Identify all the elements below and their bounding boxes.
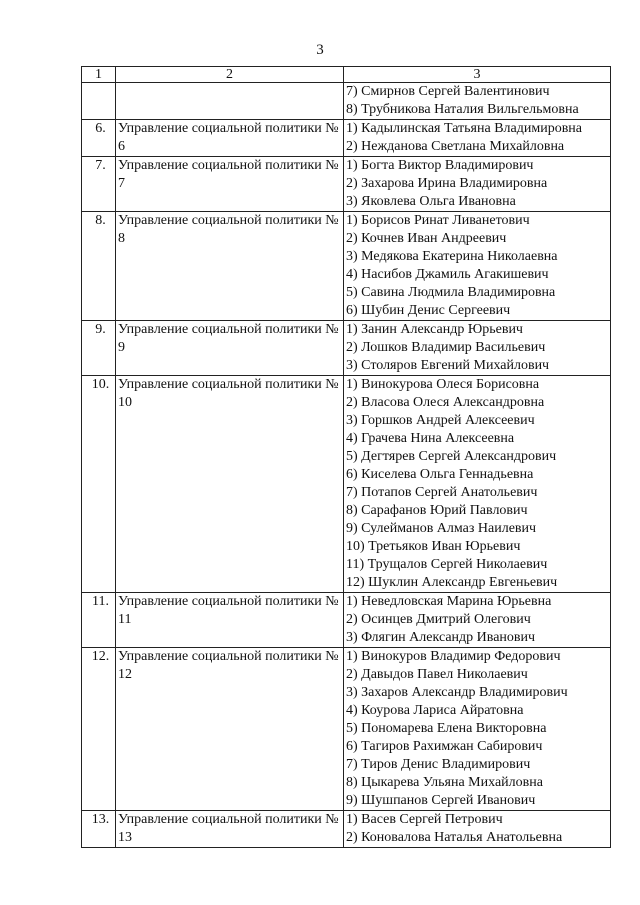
table-row-continuation	[82, 83, 611, 120]
member-line: 8) Цыкарева Ульяна Михайловна	[346, 775, 543, 790]
member-line: 3) Яковлева Ольга Ивановна	[346, 194, 516, 209]
department-cell: Управление социальной политики № 11	[116, 593, 344, 648]
row-number-cell: 6.	[82, 120, 116, 157]
member-line: 3) Горшков Андрей Алексеевич	[346, 413, 535, 428]
member-line: 2) Власова Олеся Александровна	[346, 395, 545, 410]
department-cell: Управление социальной политики № 12	[116, 648, 344, 811]
header-col-3: 3	[344, 67, 611, 83]
table-row	[82, 376, 611, 593]
members-cell	[344, 212, 611, 321]
member-line: 3) Медякова Екатерина Николаевна	[346, 249, 558, 264]
members-cell	[344, 83, 611, 120]
member-line: 3) Флягин Александр Иванович	[346, 630, 536, 645]
row-number-cell: 7.	[82, 157, 116, 212]
member-line: 3) Столяров Евгений Михайлович	[346, 358, 550, 373]
member-line: 2) Осинцев Дмитрий Олегович	[346, 612, 531, 627]
commission-table	[81, 66, 611, 848]
member-line: 4) Грачева Нина Алексеевна	[346, 431, 515, 446]
department-cell: Управление социальной политики № 6	[116, 120, 344, 157]
table-row	[82, 811, 611, 848]
member-line: 6) Киселева Ольга Геннадьевна	[346, 467, 534, 482]
members-cell	[344, 376, 611, 593]
table-row	[82, 593, 611, 648]
member-line: 8) Сарафанов Юрий Павлович	[346, 503, 528, 518]
header-col-1: 1	[82, 67, 116, 83]
department-cell: Управление социальной политики № 9	[116, 321, 344, 376]
member-line: 1) Васев Сергей Петрович	[346, 812, 503, 827]
table-body	[82, 67, 611, 848]
page-number: 3	[316, 42, 324, 58]
member-line: 1) Винокуров Владимир Федорович	[346, 649, 561, 664]
header-col-2: 2	[116, 67, 344, 83]
member-line: 2) Коновалова Наталья Анатольевна	[346, 830, 563, 845]
member-line: 2) Кочнев Иван Андреевич	[346, 231, 507, 246]
member-line: 1) Неведловская Марина Юрьевна	[346, 594, 552, 609]
member-line: 5) Дегтярев Сергей Александрович	[346, 449, 557, 464]
member-line: 2) Нежданова Светлана Михайловна	[346, 139, 565, 154]
member-line: 3) Захаров Александр Владимирович	[346, 685, 568, 700]
members-cell	[344, 321, 611, 376]
table-row	[82, 212, 611, 321]
row-number-cell	[82, 83, 116, 120]
department-cell: Управление социальной политики № 13	[116, 811, 344, 848]
members-cell	[344, 648, 611, 811]
member-line: 11) Трущалов Сергей Николаевич	[346, 557, 548, 572]
row-number-cell: 9.	[82, 321, 116, 376]
member-line: 10) Третьяков Иван Юрьевич	[346, 539, 521, 554]
member-line: 4) Коурова Лариса Айратовна	[346, 703, 524, 718]
member-line: 8) Трубникова Наталия Вильгельмовна	[346, 102, 579, 117]
member-line: 12) Шуклин Александр Евгеньевич	[346, 575, 558, 590]
table-row	[82, 321, 611, 376]
member-line: 1) Винокурова Олеся Борисовна	[346, 377, 540, 392]
table-row	[82, 157, 611, 212]
members-cell	[344, 157, 611, 212]
member-line: 1) Кадылинская Татьяна Владимировна	[346, 121, 583, 136]
member-line: 5) Пономарева Елена Викторовна	[346, 721, 547, 736]
row-number-cell: 10.	[82, 376, 116, 593]
department-cell	[116, 83, 344, 120]
member-line: 1) Занин Александр Юрьевич	[346, 322, 523, 337]
member-line: 9) Шушпанов Сергей Иванович	[346, 793, 536, 808]
row-number-cell: 11.	[82, 593, 116, 648]
row-number-cell: 13.	[82, 811, 116, 848]
member-line: 2) Давыдов Павел Николаевич	[346, 667, 528, 682]
member-line: 1) Борисов Ринат Ливанетович	[346, 213, 530, 228]
table-header-row	[82, 67, 611, 83]
member-line: 1) Богта Виктор Владимирович	[346, 158, 534, 173]
member-line: 7) Потапов Сергей Анатольевич	[346, 485, 538, 500]
member-line: 7) Тиров Денис Владимирович	[346, 757, 531, 772]
table-row	[82, 648, 611, 811]
member-line: 2) Захарова Ирина Владимировна	[346, 176, 548, 191]
department-cell: Управление социальной политики № 10	[116, 376, 344, 593]
members-cell	[344, 120, 611, 157]
member-line: 6) Тагиров Рахимжан Сабирович	[346, 739, 543, 754]
department-cell: Управление социальной политики № 8	[116, 212, 344, 321]
member-line: 5) Савина Людмила Владимировна	[346, 285, 556, 300]
row-number-cell: 12.	[82, 648, 116, 811]
row-number-cell: 8.	[82, 212, 116, 321]
table-row	[82, 120, 611, 157]
member-line: 7) Смирнов Сергей Валентинович	[346, 84, 550, 99]
member-line: 4) Насибов Джамиль Агакишевич	[346, 267, 549, 282]
member-line: 2) Лошков Владимир Васильевич	[346, 340, 546, 355]
department-cell: Управление социальной политики № 7	[116, 157, 344, 212]
member-line: 6) Шубин Денис Сергеевич	[346, 303, 511, 318]
members-cell	[344, 811, 611, 848]
member-line: 9) Сулейманов Алмаз Наилевич	[346, 521, 537, 536]
members-cell	[344, 593, 611, 648]
